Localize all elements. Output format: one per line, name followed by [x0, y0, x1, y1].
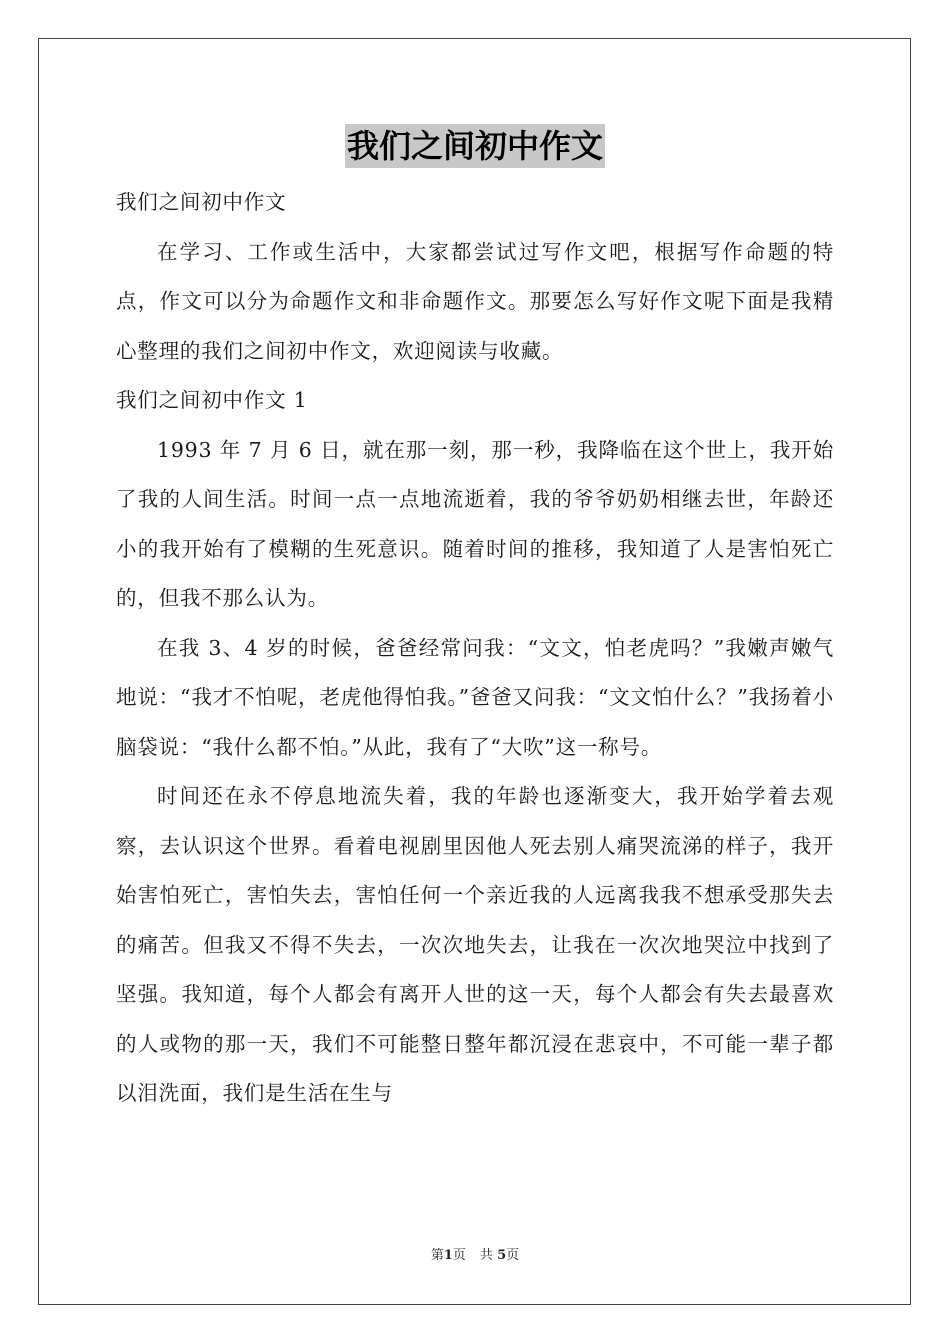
title-wrap	[0, 124, 950, 168]
page-footer	[0, 1247, 950, 1265]
paragraph: 在学习、工作或生活中，大家都尝试过写作文吧，根据写作命题的特点，作文可以分为命题作文和非命题作文。那要怎么写好作文呢下面是我精心整理的我们之间初中作文，欢迎阅读与收藏。	[116, 239, 834, 363]
page-total: 共 5页	[479, 1248, 520, 1263]
document-body	[116, 178, 834, 1119]
paragraph: 我们之间初中作文	[116, 190, 287, 214]
paragraph: 我们之间初中作文 1	[116, 388, 308, 412]
paragraph: 在我 3、4 岁的时候，爸爸经常问我：“文文，怕老虎吗？”我嫩声嫩气地说：“我才不怕呢，老虎他得怕我。”爸爸又问我：“文文怕什么？”我扬着小脑袋说：“我什么都不怕。”从此，我有了“大吹”这一称号。	[116, 635, 834, 759]
paragraph: 时间还在永不停息地流失着，我的年龄也逐渐变大，我开始学着去观察，去认识这个世界。看着电视剧里因他人死去别人痛哭流涕的样子，我开始害怕死亡，害怕失去，害怕任何一个亲近我的人远离我我不想承受那失去的痛苦。但我又不得不失去，一次次地失去，让我在一次次地哭泣中找到了坚强。我知道，每个人都会有离开人世的这一天，每个人都会有失去最喜欢的人或物的那一天，我们不可能整日整年都沉浸在悲哀中，不可能一辈子都以泪洗面，我们是生活在生与	[116, 784, 834, 1105]
document-title: 我们之间初中作文	[345, 124, 605, 168]
page-number: 第1页	[430, 1248, 466, 1263]
paragraph: 1993 年 7 月 6 日，就在那一刻，那一秒，我降临在这个世上，我开始了我的人间生活。时间一点一点地流逝着，我的爷爷奶奶相继去世，年龄还小的我开始有了模糊的生死意识。随着时间的推移，我知道了人是害怕死亡的，但我不那么认为。	[116, 437, 834, 610]
